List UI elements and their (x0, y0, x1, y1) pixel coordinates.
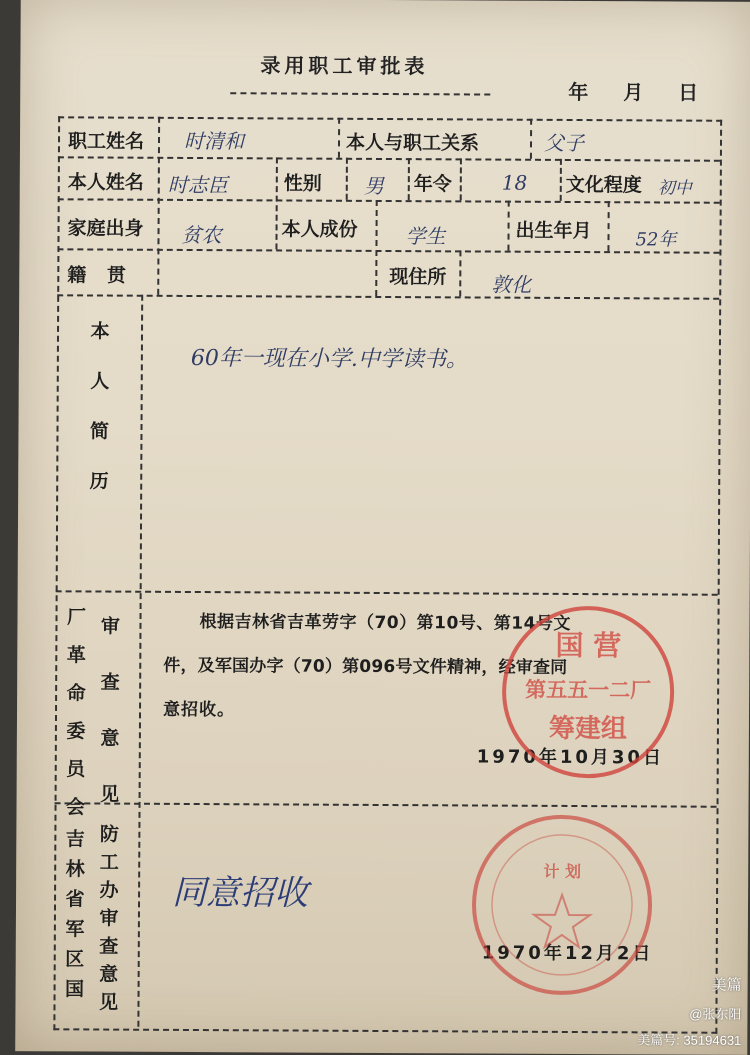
col-divider (560, 159, 562, 201)
factory-review-line2: 件，及军国办字（70）第096号文件精神，经审查同 (163, 655, 568, 678)
col-divider (346, 158, 348, 200)
education-value: 初中 (657, 178, 692, 199)
gender-value: 男 (363, 173, 384, 198)
col-divider (460, 158, 462, 200)
family-origin-label: 家庭出身 (67, 217, 144, 240)
factory-review-line3: 意招收。 (162, 699, 236, 721)
military-review-handwritten: 同意招收 (171, 872, 309, 914)
factory-seal-top: 国 营 (555, 628, 622, 663)
star-icon (534, 895, 590, 947)
watermark-id: 美篇号: 35194631 (637, 1032, 742, 1048)
self-name-label: 本人姓名 (67, 171, 144, 194)
native-label: 籍 贯 (67, 264, 126, 287)
watermark-author: @张东阳 (689, 1006, 742, 1022)
worker-name-label: 职工姓名 (67, 130, 145, 153)
resume-label: 本 人 简 历 (89, 320, 110, 493)
date-header: 年 月 日 (568, 79, 699, 105)
resume-text: 60年一现在小学.中学读书。 (190, 345, 468, 373)
title-underline (230, 92, 490, 95)
age-value: 18 (501, 170, 528, 195)
factory-review-right-label: 审 查 意 见 (100, 615, 121, 806)
watermark-logo: 美篇 (711, 976, 742, 994)
col-divider (459, 250, 461, 296)
factory-review-line1: 根据吉林省吉革劳字（70）第10号、第14号文 (199, 612, 572, 634)
education-label: 文化程度 (565, 173, 642, 197)
military-review-left-label: 吉 林 省 军 区 国 (64, 828, 85, 1001)
self-name-value: 时志臣 (167, 172, 228, 198)
col-divider (530, 119, 532, 159)
residence-value: 敦化 (491, 272, 532, 297)
gender-label: 性别 (283, 172, 322, 195)
col-divider (607, 201, 609, 251)
self-status-value: 学生 (405, 224, 446, 249)
col-divider (408, 158, 410, 200)
form-title: 录用职工审批表 (260, 53, 429, 79)
col-divider (507, 201, 509, 251)
relation-value: 父子 (543, 130, 585, 156)
relation-label: 本人与职工关系 (345, 131, 480, 155)
military-seal-text: 计 划 (543, 861, 582, 882)
age-label: 年令 (413, 173, 452, 196)
factory-seal-stamp (493, 597, 684, 788)
birth-value: 52年 (635, 229, 677, 251)
factory-seal-bottom: 筹建组 (548, 713, 628, 745)
military-review-right-label: 防 工 办 审 查 意 见 (98, 823, 119, 1014)
factory-seal-mid: 第五五一二厂 (525, 677, 652, 703)
birth-label: 出生年月 (515, 219, 592, 243)
form-sheet (15, 0, 750, 1055)
factory-review-left-label: 厂 革 命 委 员 会 (65, 606, 87, 819)
factory-review-date: 1970年10月30日 (476, 746, 665, 769)
residence-label: 现住所 (389, 266, 447, 289)
military-seal-stamp (464, 806, 661, 1003)
family-origin-value: 贫农 (181, 222, 222, 248)
worker-name-value: 时清和 (183, 128, 245, 154)
self-status-label: 本人成份 (281, 218, 358, 241)
military-review-date: 1970年12月2日 (481, 942, 654, 965)
col-divider (338, 118, 340, 158)
